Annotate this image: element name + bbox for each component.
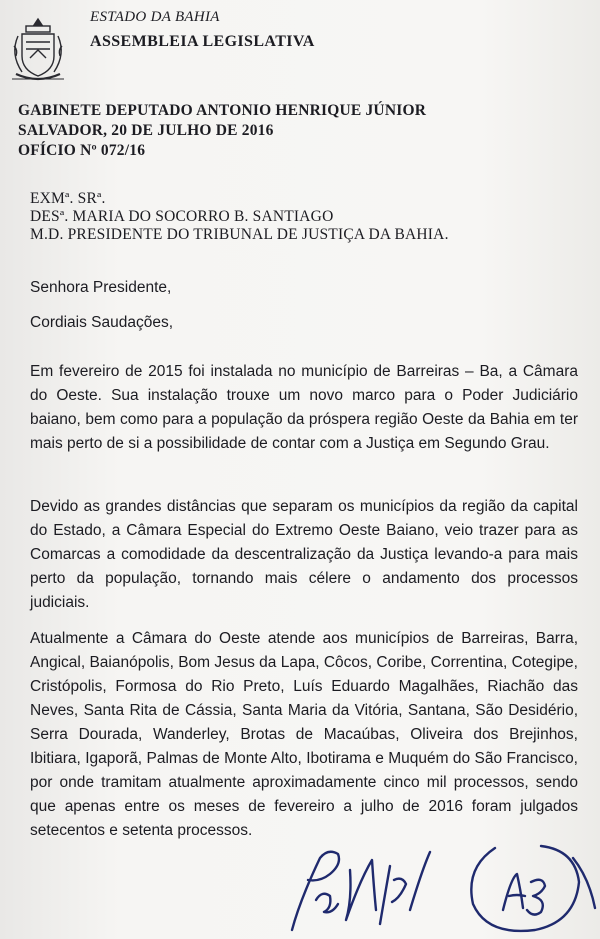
handwritten-signature — [280, 840, 440, 935]
body-paragraph-3: Atualmente a Câmara do Oeste atende aos municípios de Barreiras, Barra, Angical, Baianópolis, Bom Jesus da Lapa, Côcos, Coribe, Correntina, Cotegipe, Cristópolis, Formosa do Rio Preto, Luís Eduardo Magalhães, Riachão das Neves, Santa Rita de Cássia, Santa Maria da Vitória, Santana, São Desidério, Serra Dourada, Wanderley, Brotas de Macaúbas, Oliveira dos Brejinhos, Ibitiara, Igaporã, Palmas de Monte Alto, Ibotirama e Muquém do São Francisco, por onde tramitam atualmente aproximadamente cinco mil processos, sendo que apenas entre os meses de fevereiro a julho de 2016 foram julgados setecentos e setenta processos. — [30, 630, 578, 839]
bahia-coat-of-arms-icon — [8, 16, 68, 86]
addressee-salutation: EXMª. SRª. — [30, 190, 106, 207]
letterhead-assembly: ASSEMBLEIA LEGISLATIVA — [90, 33, 315, 50]
handwritten-initials — [455, 838, 600, 939]
greeting-opening: Senhora Presidente, — [30, 279, 172, 296]
addressee-title: M.D. PRESIDENTE DO TRIBUNAL DE JUSTIÇA DA BAHIA. — [30, 226, 449, 243]
header-office: GABINETE DEPUTADO ANTONIO HENRIQUE JÚNIOR — [18, 102, 427, 119]
greeting-regards: Cordiais Saudações, — [30, 314, 174, 331]
header-letter-number: OFÍCIO Nº 072/16 — [18, 142, 146, 159]
header-place-date: SALVADOR, 20 DE JULHO DE 2016 — [18, 122, 274, 139]
addressee-name: DESª. MARIA DO SOCORRO B. SANTIAGO — [30, 208, 334, 225]
body-paragraph-2: Devido as grandes distâncias que separam os municípios da região da capital do Estado, a Câmara Especial do Extremo Oeste Baiano, veio trazer para as Comarcas a comodidade da descentralização da Justiça levando-a para mais perto da população, tornando mais célere o andamento dos processos judiciais. — [30, 498, 578, 611]
letterhead-state: ESTADO DA BAHIA — [90, 9, 220, 25]
body-paragraph-1: Em fevereiro de 2015 foi instalada no município de Barreiras – Ba, a Câmara do Oeste. Sua instalação trouxe um novo marco para o Poder Judiciário baiano, bem como para a população da próspera região Oeste da Bahia em ter mais perto de si a possibilidade de contar com a Justiça em Segundo Grau. — [30, 363, 578, 452]
